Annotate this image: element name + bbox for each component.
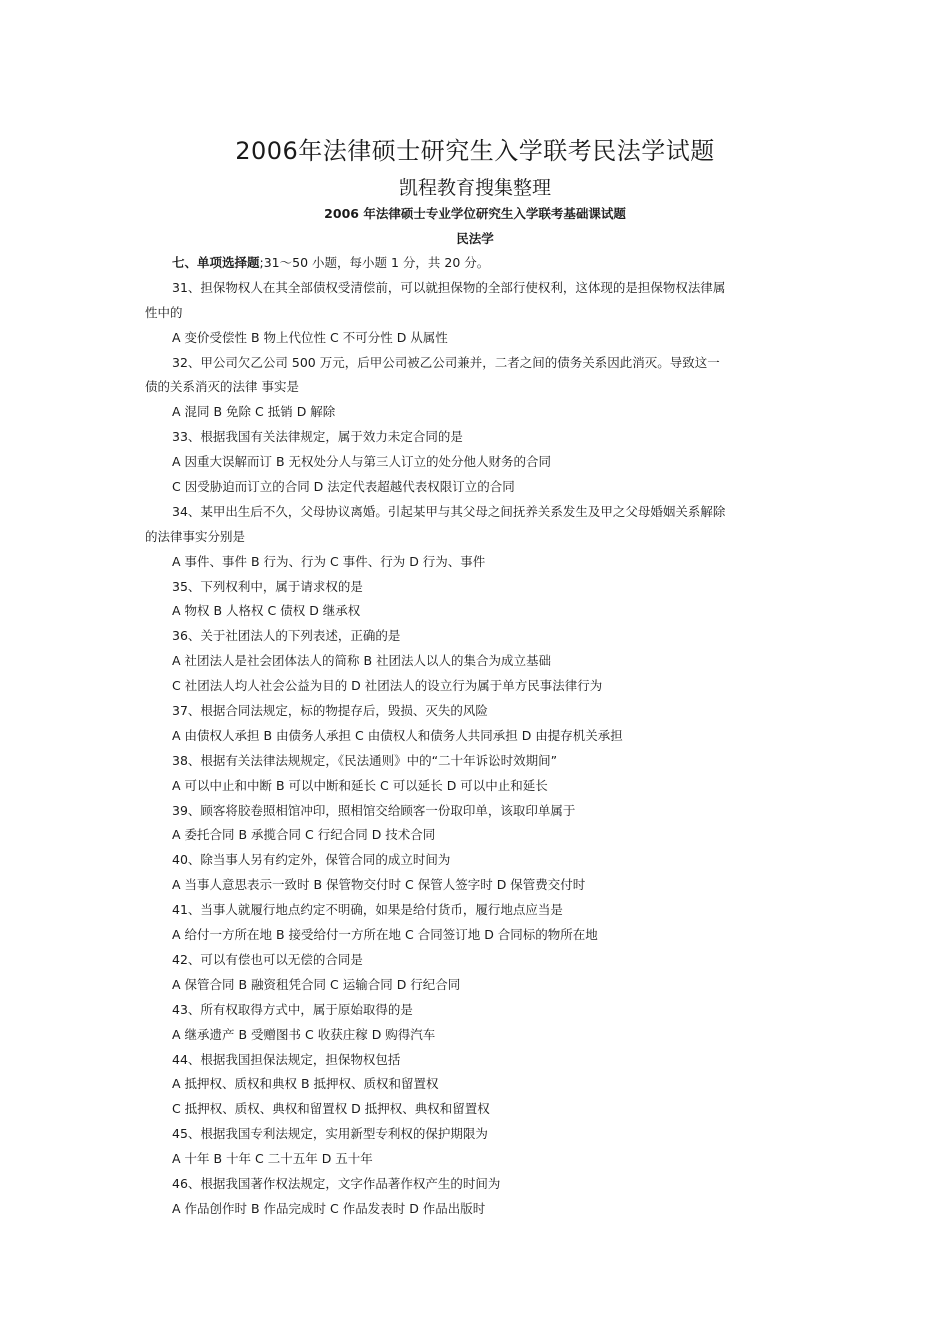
text-line: 34、某甲出生后不久，父母协议离婚。引起某甲与其父母之间抚养关系发生及甲之父母婚姻关系解除	[172, 503, 726, 519]
subject-heading: 民法学	[456, 231, 494, 246]
text-line: A 当事人意思表示一致时 B 保管物交付时 C 保管人签字时 D 保管费交付时	[172, 877, 586, 893]
question-lines	[145, 276, 810, 1222]
text-line: A 保管合同 B 融资租凭合同 C 运输合同 D 行纪合同	[172, 976, 461, 992]
text-line: C 社团法人均人社会公益为目的 D 社团法人的设立行为属于单方民事法律行为	[172, 678, 603, 694]
text-line: 44、根据我国担保法规定，担保物权包括	[172, 1051, 401, 1067]
question-body	[145, 251, 810, 1222]
text-line: 债的关系消灭的法律 事实是	[145, 379, 299, 395]
text-line: A 继承遗产 B 受赠图书 C 收获庄稼 D 购得汽车	[172, 1026, 436, 1042]
text-line: 43、所有权取得方式中，属于原始取得的是	[172, 1001, 413, 1017]
text-line: 的法律事实分别是	[145, 528, 246, 544]
document-subtitle: 凯程教育搜集整理	[398, 177, 551, 199]
text-line: 38、根据有关法律法规规定，《民法通则》中的“二十年诉讼时效期间”	[172, 752, 558, 768]
document-title: 2006年法律硕士研究生入学联考民法学试题	[235, 137, 715, 165]
text-line: C 抵押权、质权、典权和留置权 D 抵押权、典权和留置权	[172, 1101, 490, 1117]
text-line: 42、可以有偿也可以无偿的合同是	[172, 951, 363, 967]
section-line	[145, 251, 810, 276]
text-line: C 因受胁迫而订立的合同 D 法定代表超越代表权限订立的合同	[172, 479, 515, 495]
text-line: A 社团法人是社会团体法人的简称 B 社团法人以人的集合为成立基础	[172, 653, 552, 669]
text-line: 46、根据我国著作权法规定，文字作品著作权产生的时间为	[172, 1175, 501, 1191]
text-line: A 混同 B 免除 C 抵销 D 解除	[172, 404, 336, 420]
text-line: A 事件、事件 B 行为、行为 C 事件、行为 D 行为、事件	[172, 553, 486, 569]
text-line: 33、根据我国有关法律规定，属于效力未定合同的是	[172, 429, 463, 445]
text-line: A 因重大误解而订 B 无权处分人与第三人订立的处分他人财务的合同	[172, 454, 552, 470]
text-line: 40、除当事人另有约定外，保管合同的成立时间为	[172, 852, 451, 868]
text-line: 41、当事人就履行地点约定不明确，如果是给付货币，履行地点应当是	[172, 902, 563, 918]
text-line: 36、关于社团法人的下列表述，正确的是	[172, 628, 401, 644]
text-line: 35、下列权利中，属于请求权的是	[172, 578, 363, 594]
text-line: A 可以中止和中断 B 可以中断和延长 C 可以延长 D 可以中止和延长	[172, 777, 548, 793]
text-line: A 变价受偿性 B 物上代位性 C 不可分性 D 从属性	[172, 329, 448, 345]
text-line: A 给付一方所在地 B 接受给付一方所在地 C 合同签订地 D 合同标的物所在地	[172, 927, 598, 943]
text-line: A 抵押权、质权和典权 B 抵押权、质权和留置权	[172, 1076, 439, 1092]
text-line: 45、根据我国专利法规定，实用新型专利权的保护期限为	[172, 1126, 488, 1142]
text-line: 性中的	[145, 304, 183, 320]
text-line: 31、担保物权人在其全部债权受清偿前，可以就担保物的全部行使权利，这体现的是担保物权法律属	[172, 279, 726, 295]
section-desc: ;31～50 小题，每小题 1 分，共 20 分。	[259, 255, 490, 270]
text-line: A 十年 B 十年 C 二十五年 D 五十年	[172, 1151, 373, 1167]
text-line: 32、甲公司欠乙公司 500 万元，后甲公司被乙公司兼并，二者之间的债务关系因此消灭。导致这一	[172, 354, 720, 370]
text-line: A 由债权人承担 B 由债务人承担 C 由债权人和债务人共同承担 D 由提存机关承担	[172, 727, 623, 743]
text-line: A 物权 B 人格权 C 债权 D 继承权	[172, 603, 361, 619]
section-label: 七、单项选择题	[172, 255, 260, 270]
text-line: 37、根据合同法规定，标的物提存后，毁损、灭失的风险	[172, 703, 488, 719]
text-line: 39、顾客将胶卷照相馆冲印，照相馆交给顾客一份取印单，该取印单属于	[172, 802, 576, 818]
text-line: A 作品创作时 B 作品完成时 C 作品发表时 D 作品出版时	[172, 1200, 486, 1216]
exam-heading: 2006 年法律硕士专业学位研究生入学联考基础课试题	[324, 206, 626, 221]
text-line: A 委托合同 B 承揽合同 C 行纪合同 D 技术合同	[172, 827, 436, 843]
